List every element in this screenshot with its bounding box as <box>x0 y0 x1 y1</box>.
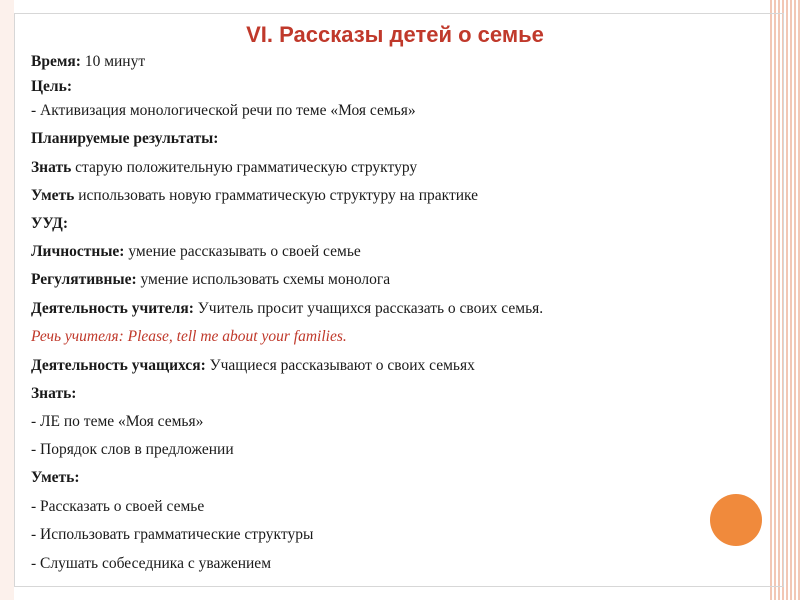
line-goal-item <box>31 101 416 121</box>
line-can-item-2 <box>31 525 313 545</box>
line-text: - Порядок слов в предложении <box>31 441 234 458</box>
line-label: Деятельность учащихся: <box>31 357 206 374</box>
line-regulatory <box>31 270 390 290</box>
line-can-item-1 <box>31 497 204 517</box>
line-label: Уметь <box>31 187 75 204</box>
line-teacher-activity <box>31 299 543 319</box>
line-label: Знать <box>31 159 72 176</box>
line-text: - ЛЕ по теме «Моя семья» <box>31 413 204 430</box>
orange-circle-decoration <box>710 494 762 546</box>
line-student-activity <box>31 356 475 376</box>
line-label: Уметь: <box>31 469 80 486</box>
line-text: - Слушать собеседника с уважением <box>31 555 272 572</box>
line-text: Учащиеся рассказывают о своих семьях <box>205 357 475 374</box>
slide-title: VI. Рассказы детей о семье <box>246 22 544 47</box>
line-text: умение использовать схемы монолога <box>136 271 391 288</box>
line-planned-results <box>31 129 218 149</box>
line-can <box>31 186 478 206</box>
line-label: Цель: <box>31 78 72 95</box>
line-label: Время: <box>31 53 81 70</box>
line-label: Регулятивные: <box>31 271 137 288</box>
line-can-item-3 <box>31 554 271 574</box>
line-know-heading <box>31 384 76 404</box>
line-text: - Активизация монологической речи по теме «Моя семья» <box>31 102 416 119</box>
line-label: Деятельность учителя: <box>31 300 194 317</box>
line-teacher-speech <box>31 327 347 347</box>
line-know-item-2 <box>31 440 234 460</box>
line-text: - Рассказать о своей семье <box>31 498 205 515</box>
line-know-item-1 <box>31 412 203 432</box>
line-uud <box>31 214 68 234</box>
line-personal <box>31 242 361 262</box>
line-text: умение рассказывать о своей семье <box>124 243 361 260</box>
line-text: Речь учителя: Please, tell me about your families. <box>31 328 347 345</box>
line-text: Учитель просит учащихся рассказать о своих семья. <box>193 300 544 317</box>
line-text: использовать новую грамматическую структуру на практике <box>74 187 479 204</box>
line-label: Планируемые результаты: <box>31 130 219 147</box>
line-label: Знать: <box>31 385 77 402</box>
line-label: Личностные: <box>31 243 125 260</box>
line-know <box>31 158 417 178</box>
line-text: - Использовать грамматические структуры <box>31 526 314 543</box>
line-text: старую положительную грамматическую структуру <box>71 159 418 176</box>
left-edge-tint <box>0 0 14 600</box>
line-text: 10 минут <box>80 53 146 70</box>
line-can-heading <box>31 468 80 488</box>
line-label: УУД: <box>31 215 69 232</box>
line-time <box>31 52 145 72</box>
line-goal <box>31 77 72 97</box>
